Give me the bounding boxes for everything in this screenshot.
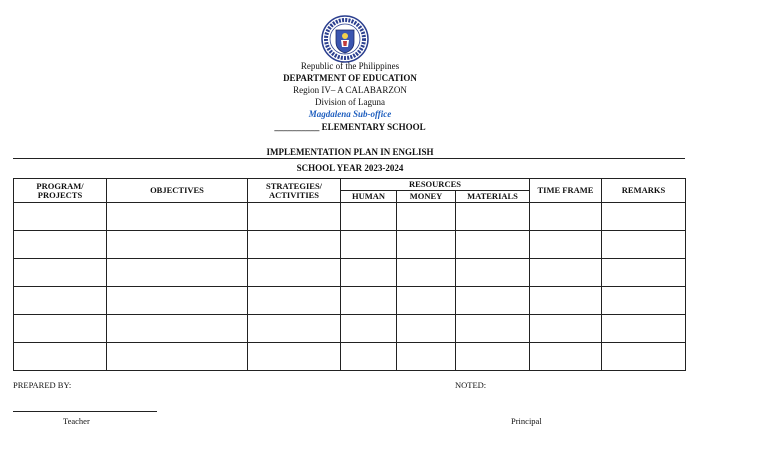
- header-timeframe: TIME FRAME: [530, 179, 602, 203]
- table-cell: [341, 343, 397, 371]
- principal-label: Principal: [511, 416, 542, 426]
- table-cell: [397, 259, 456, 287]
- table-cell: [341, 203, 397, 231]
- header-remarks: REMARKS: [602, 179, 686, 203]
- table-cell: [530, 343, 602, 371]
- table-cell: [397, 203, 456, 231]
- header-money: MONEY: [397, 191, 456, 203]
- table-cell: [107, 287, 248, 315]
- table-cell: [602, 287, 686, 315]
- table-row: [14, 287, 686, 315]
- table-cell: [14, 315, 107, 343]
- table-cell: [14, 259, 107, 287]
- table-cell: [341, 287, 397, 315]
- table-cell: [530, 287, 602, 315]
- header-strategies: STRATEGIES/ ACTIVITIES: [248, 179, 341, 203]
- table-cell: [456, 259, 530, 287]
- table-row: [14, 203, 686, 231]
- table-row: [14, 259, 686, 287]
- table-cell: [248, 343, 341, 371]
- table-cell: [456, 315, 530, 343]
- table-cell: [248, 231, 341, 259]
- table-cell: [107, 343, 248, 371]
- table-cell: [397, 287, 456, 315]
- table-cell: [248, 203, 341, 231]
- teacher-label: Teacher: [63, 416, 90, 426]
- department-line: DEPARTMENT OF EDUCATION: [283, 73, 417, 83]
- table-cell: [602, 259, 686, 287]
- table-cell: [107, 315, 248, 343]
- suboffice-line: Magdalena Sub-office: [308, 109, 392, 119]
- table-cell: [107, 231, 248, 259]
- table-cell: [456, 231, 530, 259]
- region-line: Region IV– A CALABARZON: [293, 85, 407, 95]
- table-cell: [107, 259, 248, 287]
- teacher-signature-line: [13, 411, 157, 412]
- table-cell: [530, 259, 602, 287]
- table-cell: [14, 343, 107, 371]
- table-cell: [14, 287, 107, 315]
- header-program: PROGRAM/ PROJECTS: [14, 179, 107, 203]
- table-cell: [397, 231, 456, 259]
- table-cell: [248, 287, 341, 315]
- table-cell: [107, 203, 248, 231]
- table-cell: [14, 203, 107, 231]
- table-cell: [14, 231, 107, 259]
- table-cell: [248, 315, 341, 343]
- title-rule: [13, 158, 685, 159]
- table-row: [14, 343, 686, 371]
- table-cell: [397, 343, 456, 371]
- school-line: __________ ELEMENTARY SCHOOL: [274, 122, 426, 132]
- header-objectives: OBJECTIVES: [107, 179, 248, 203]
- implementation-plan-table: [13, 178, 686, 371]
- table-row: [14, 231, 686, 259]
- table-cell: [456, 287, 530, 315]
- header-resources: RESOURCES: [341, 179, 530, 191]
- table-cell: [456, 203, 530, 231]
- table-cell: [602, 315, 686, 343]
- table-cell: [341, 231, 397, 259]
- table-cell: [248, 259, 341, 287]
- prepared-by-label: PREPARED BY:: [13, 380, 72, 390]
- table-cell: [530, 231, 602, 259]
- table-cell: [341, 315, 397, 343]
- header-human: HUMAN: [341, 191, 397, 203]
- republic-line: Republic of the Philippines: [300, 61, 400, 71]
- table-row: [14, 315, 686, 343]
- plan-title: IMPLEMENTATION PLAN IN ENGLISH: [266, 147, 434, 157]
- school-year: SCHOOL YEAR 2023-2024: [296, 163, 404, 173]
- table-cell: [397, 315, 456, 343]
- table-cell: [602, 343, 686, 371]
- header-materials: MATERIALS: [456, 191, 530, 203]
- table-cell: [456, 343, 530, 371]
- table-cell: [602, 231, 686, 259]
- table-cell: [341, 259, 397, 287]
- table-cell: [530, 203, 602, 231]
- deped-seal-icon: [320, 14, 370, 64]
- division-line: Division of Laguna: [315, 97, 385, 107]
- table-cell: [602, 203, 686, 231]
- noted-label: NOTED:: [455, 380, 487, 390]
- table-cell: [530, 315, 602, 343]
